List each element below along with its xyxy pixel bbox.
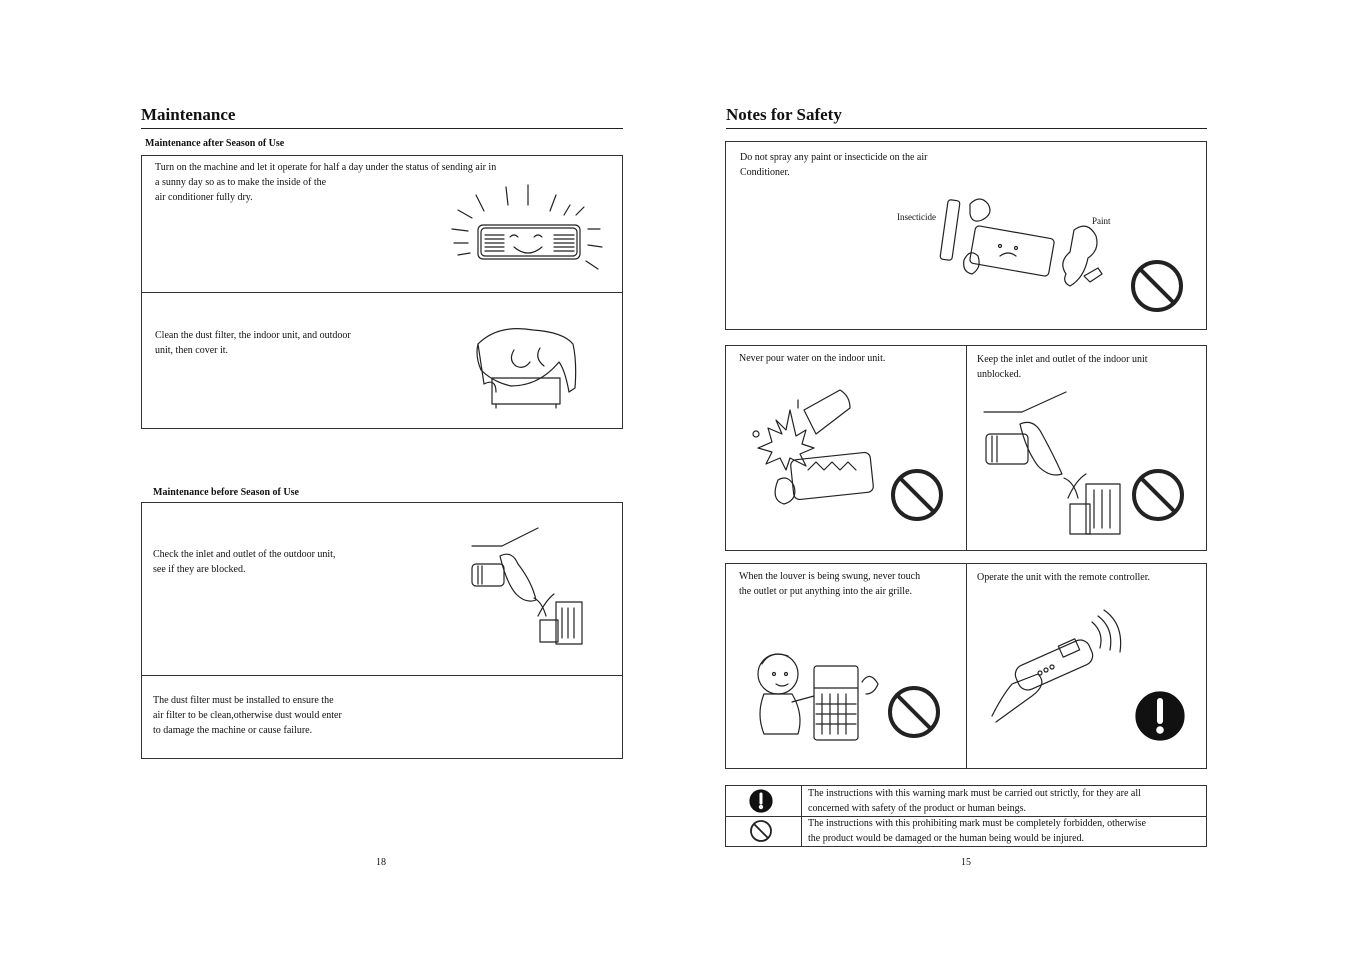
spray-on-unit-icon — [940, 190, 1120, 300]
prohibit-mark-icon — [750, 820, 774, 844]
section-heading-before-season: Maintenance before Season of Use — [153, 487, 299, 498]
insecticide-label: Insecticide — [897, 212, 936, 222]
section-heading-after-season: Maintenance after Season of Use — [145, 138, 285, 149]
after-item-dry-text: Turn on the machine and let it operate for half a day under the status of sending air in a sunny day so as to make the inside of the air conditioner fully dry. — [155, 162, 497, 203]
title-rule — [726, 128, 1207, 129]
mandatory-warning-icon — [1134, 690, 1188, 744]
prohibited-icon — [1131, 468, 1187, 524]
keep-unblocked-text: Keep the inlet and outlet of the indoor unit unblocked. — [977, 354, 1148, 380]
louver-warning-text: When the louver is being swung, never touch the outlet or put anything into the air grille. — [739, 571, 921, 597]
no-water-text: Never pour water on the indoor unit. — [739, 353, 886, 364]
legend-prohibit-text: The instructions with this prohibiting mark must be completely forbidden, otherwise the product would be damaged or the human being would be injured. — [808, 818, 1146, 844]
box-divider — [966, 563, 967, 769]
remote-controller-text: Operate the unit with the remote controller. — [977, 572, 1150, 583]
paint-label: Paint — [1092, 216, 1111, 226]
covered-unit-icon — [470, 320, 585, 410]
title-rule — [141, 128, 623, 129]
page-number-right: 15 — [961, 857, 971, 868]
indoor-unit-blocked-icon — [982, 390, 1127, 540]
child-touching-grille-icon — [752, 648, 887, 743]
before-item-filter-text: The dust filter must be installed to ensure the air filter to be clean,otherwise dust would enter to damage the machine or cause failure. — [153, 695, 342, 736]
prohibited-icon — [1130, 259, 1186, 315]
prohibited-icon — [890, 468, 946, 524]
remote-controller-icon — [990, 612, 1125, 724]
no-spray-text: Do not spray any paint or insecticide on the air Conditioner. — [740, 152, 928, 178]
prohibited-icon — [887, 685, 943, 741]
page-title-maintenance: Maintenance — [141, 105, 236, 124]
after-item-clean-text: Clean the dust filter, the indoor unit, and outdoor unit, then cover it. — [155, 330, 351, 356]
box-divider — [141, 675, 623, 676]
legend-warning-text: The instructions with this warning mark must be carried out strictly, for they are all concerned with safety of the product or human beings. — [808, 788, 1141, 814]
box-divider — [966, 345, 967, 551]
box-divider — [141, 292, 623, 293]
smiling-air-conditioner-icon — [448, 185, 608, 275]
page-title-notes-for-safety: Notes for Safety — [726, 105, 842, 124]
water-on-unit-icon — [748, 388, 878, 518]
before-item-check-text: Check the inlet and outlet of the outdoor unit, see if they are blocked. — [153, 549, 336, 575]
page-number-left: 18 — [376, 857, 386, 868]
outdoor-unit-blocked-icon — [468, 526, 588, 646]
warning-mark-icon — [749, 789, 773, 813]
